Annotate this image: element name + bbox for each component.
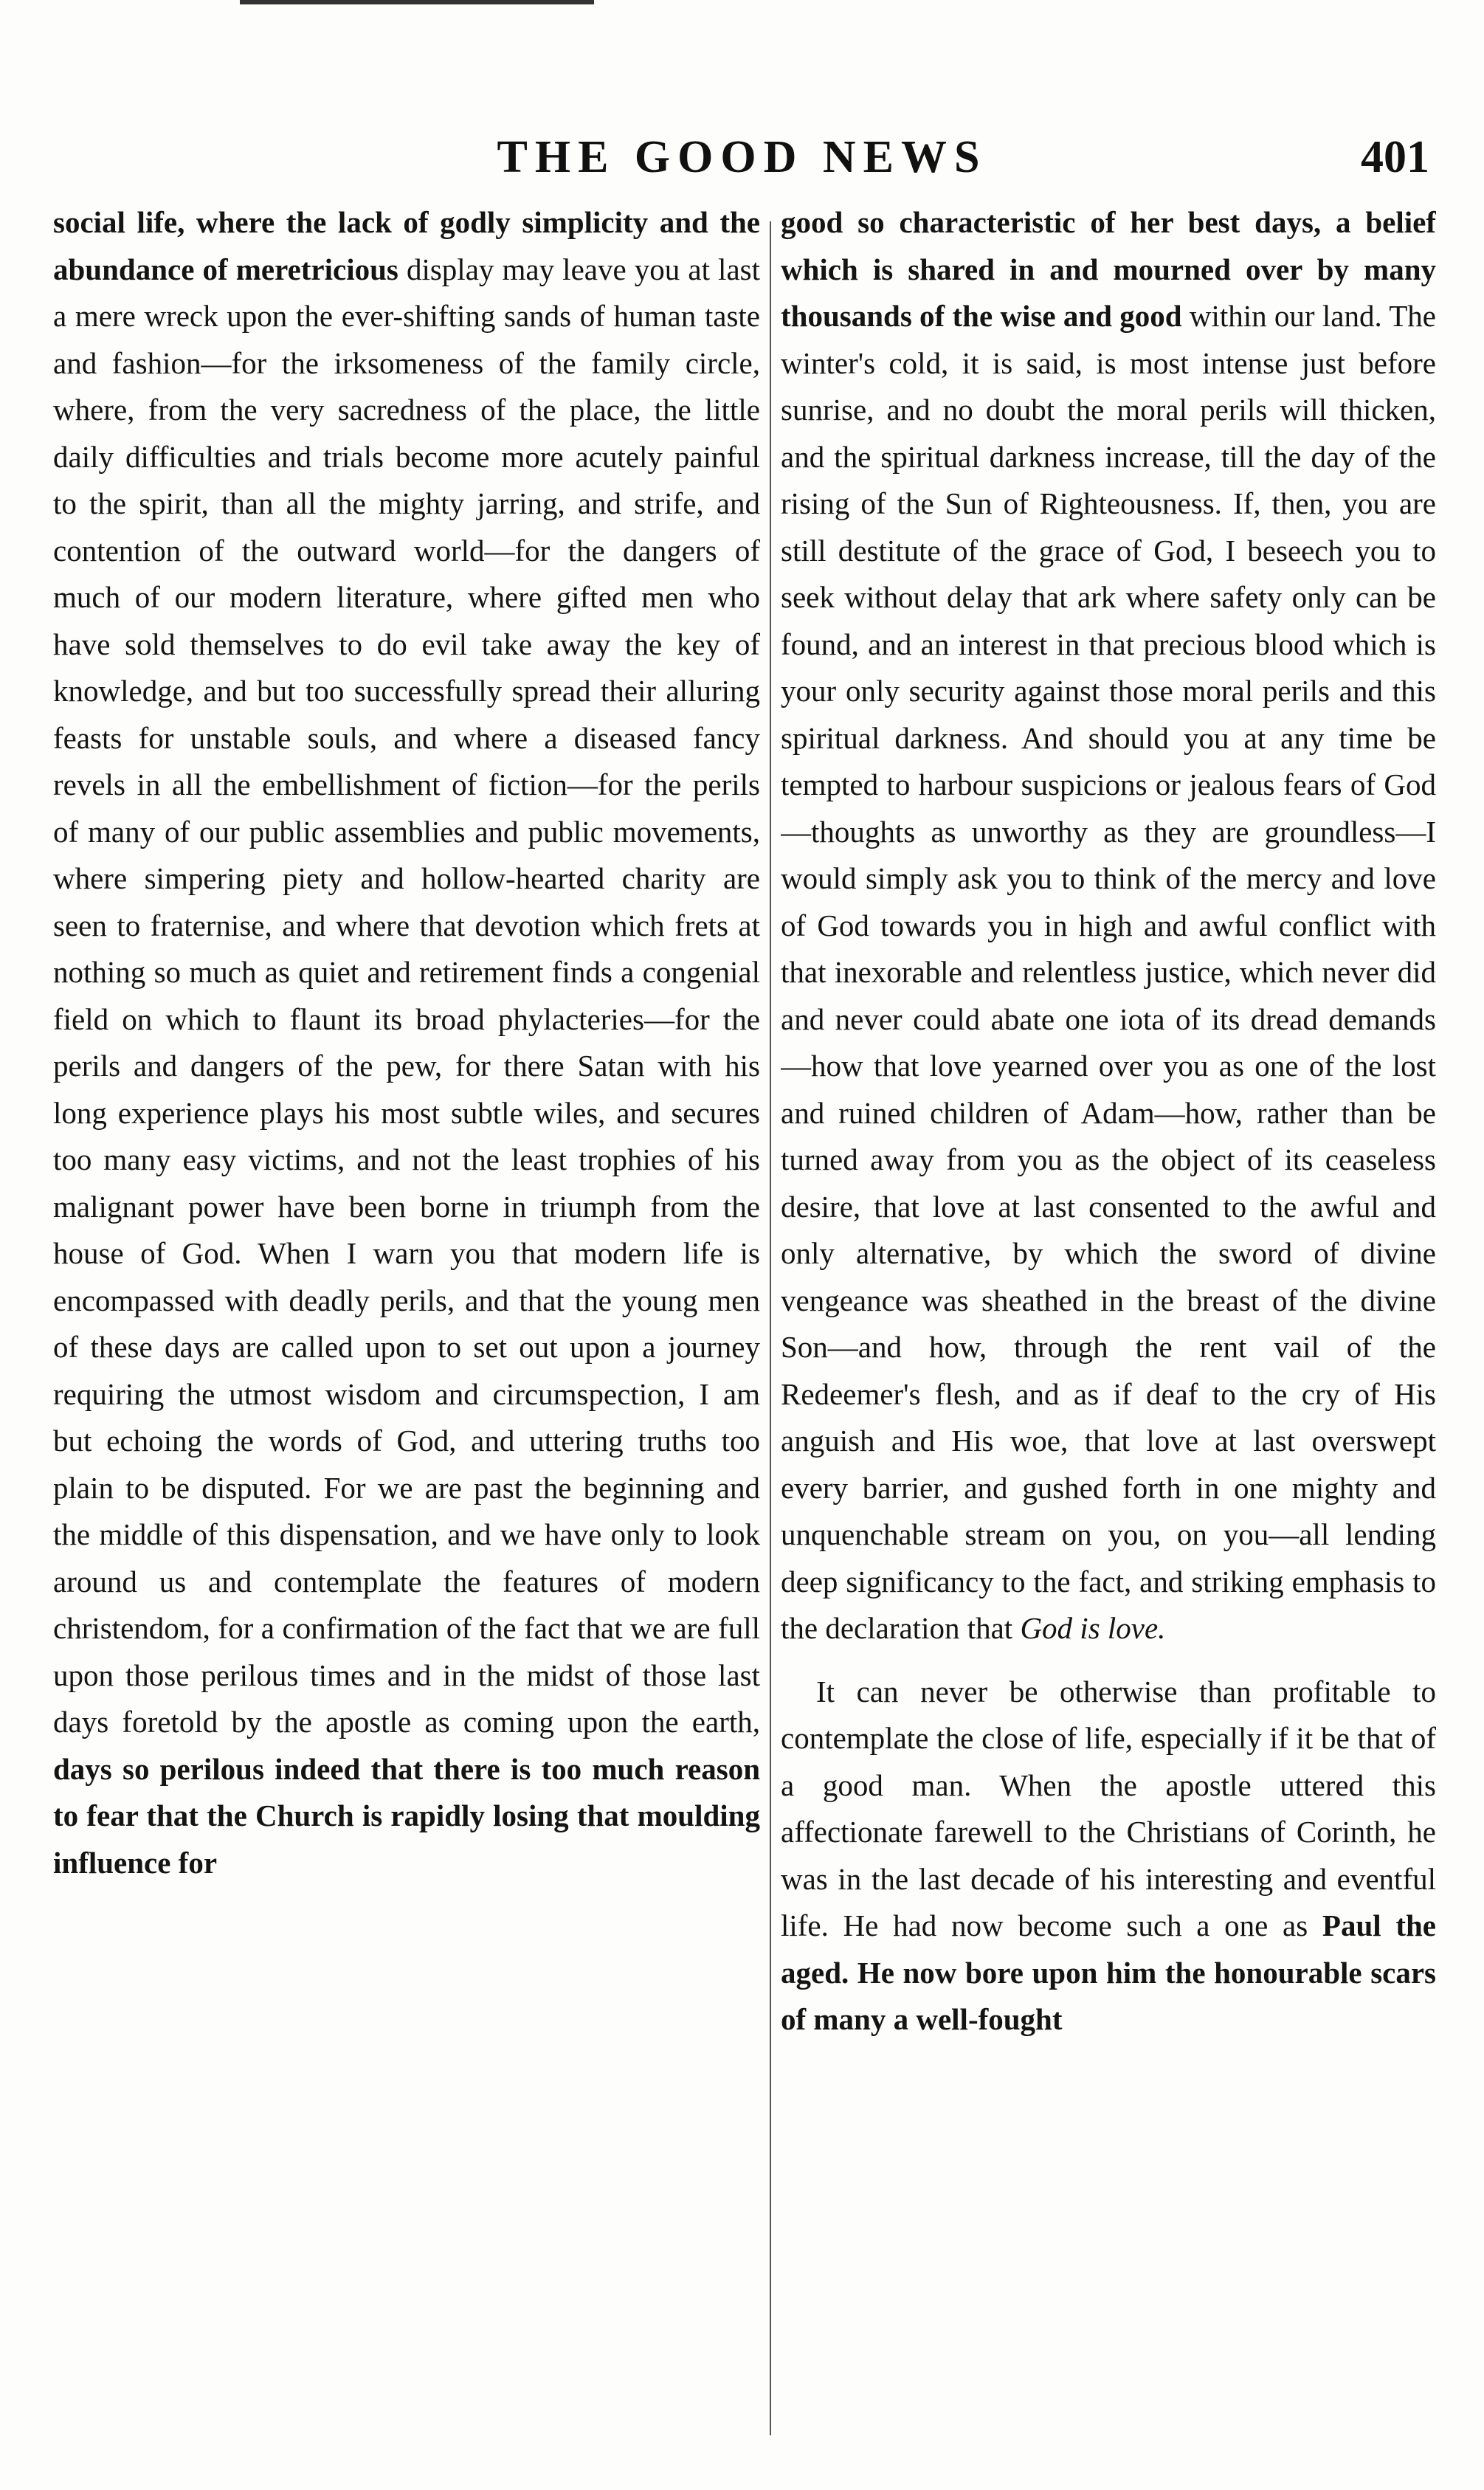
right-para-opening: good so characteristic of her best days, a belief which is shared in and mourned over by many thousands of the wise and good bbox=[781, 205, 1436, 333]
left-para-body: display may leave you at last a mere wreck upon the ever-shifting sands of human taste and fashion—for the irksomeness of the family circle, where, from the very sacredness of the place, the little daily difficulties and trials become more acutely painful to the spirit, than all the mighty jarring, and strife, and contention of the outward world—for the dangers of much of our modern literature, where gifted men who have sold themselves to do evil take away the key of knowledge, and but too successfully spread their alluring feasts for unstable souls, and where a diseased fancy revels in all the embellishment of fiction—for the perils of many of our public assemblies and public movements, where simpering piety and hollow-hearted charity are seen to fraternise, and where that devotion which frets at nothing so much as quiet and retirement finds a congenial field on which to flaunt its broad phylacteries—for the perils and dangers of the pew, for there Satan with his long experience plays his most subtle wiles, and secures too many easy victims, and not the least trophies of his malignant power have been borne in triumph from the house of God. When I warn you that modern life is encompassed with deadly perils, and that the young men of these days are called upon to set out upon a journey requiring the utmost wisdom and circumspection, I am but echoing the words of God, and uttering truths too plain to be disputed. For we are past the beginning and the middle of this dispensation, and we have only to look around us and contemplate the features of modern christendom, for a confirmation of the fact that we are full upon those perilous times and in the midst of those last days foretold by the apostle as coming upon the earth, bbox=[53, 252, 760, 1739]
right-column bbox=[781, 199, 1436, 2454]
page-header bbox=[0, 131, 1484, 198]
top-rule bbox=[240, 0, 594, 4]
left-column bbox=[53, 199, 760, 2454]
left-para-opening: social life, where the lack of godly simplicity and the abundance of meretricious bbox=[53, 205, 760, 286]
right-para2-closing: Paul the aged. He now bore upon him the honourable scars of many a well-fought bbox=[781, 1908, 1436, 2036]
right-para2-body: It can never be otherwise than profitable to contemplate the close of life, especially if it be that of a good man. When the apostle uttered this affectionate farewell to the Christians of Corinth, he was in the last decade of his interesting and eventful life. He had now become such a one as bbox=[781, 1674, 1436, 1942]
left-para-closing: days so perilous indeed that there is too much reason to fear that the Church is rapidly losing that moulding influence for bbox=[53, 1751, 760, 1880]
running-title: THE GOOD NEWS bbox=[497, 132, 987, 182]
right-paragraph-1 bbox=[781, 199, 1436, 1652]
page-number: 401 bbox=[1361, 132, 1429, 182]
right-para-emphasis: God is love. bbox=[1020, 1611, 1166, 1645]
left-paragraph bbox=[53, 199, 760, 1886]
right-paragraph-2 bbox=[781, 1669, 1436, 2044]
column-divider bbox=[770, 221, 771, 2435]
right-para-body: within our land. The winter's cold, it is said, is most intense just before sunrise, and no doubt the moral perils will thicken, and the spiritual darkness increase, till the day of the rising of the Sun of Righteousness. If, then, you are still destitute of the grace of God, I beseech you to seek without delay that ark where safety only can be found, and an interest in that precious blood which is your only security against those moral perils and this spiritual darkness. And should you at any time be tempted to harbour suspicions or jealous fears of God—thoughts as unworthy as they are groundless—I would simply ask you to think of the mercy and love of God towards you in high and awful conflict with that inexorable and relentless justice, which never did and never could abate one iota of its dread demands—how that love yearned over you as one of the lost and ruined children of Adam—how, rather than be turned away from you as the object of its ceaseless desire, that love at last consented to the awful and only alternative, by which the sword of divine vengeance was sheathed in the breast of the divine Son—and how, through the rent vail of the Redeemer's flesh, and as if deaf to the cry of His anguish and His woe, that love at last overswept every barrier, and gushed forth in one mighty and unquenchable stream on you, on you—all lending deep significancy to the fact, and striking emphasis to the declaration that bbox=[781, 299, 1436, 1645]
